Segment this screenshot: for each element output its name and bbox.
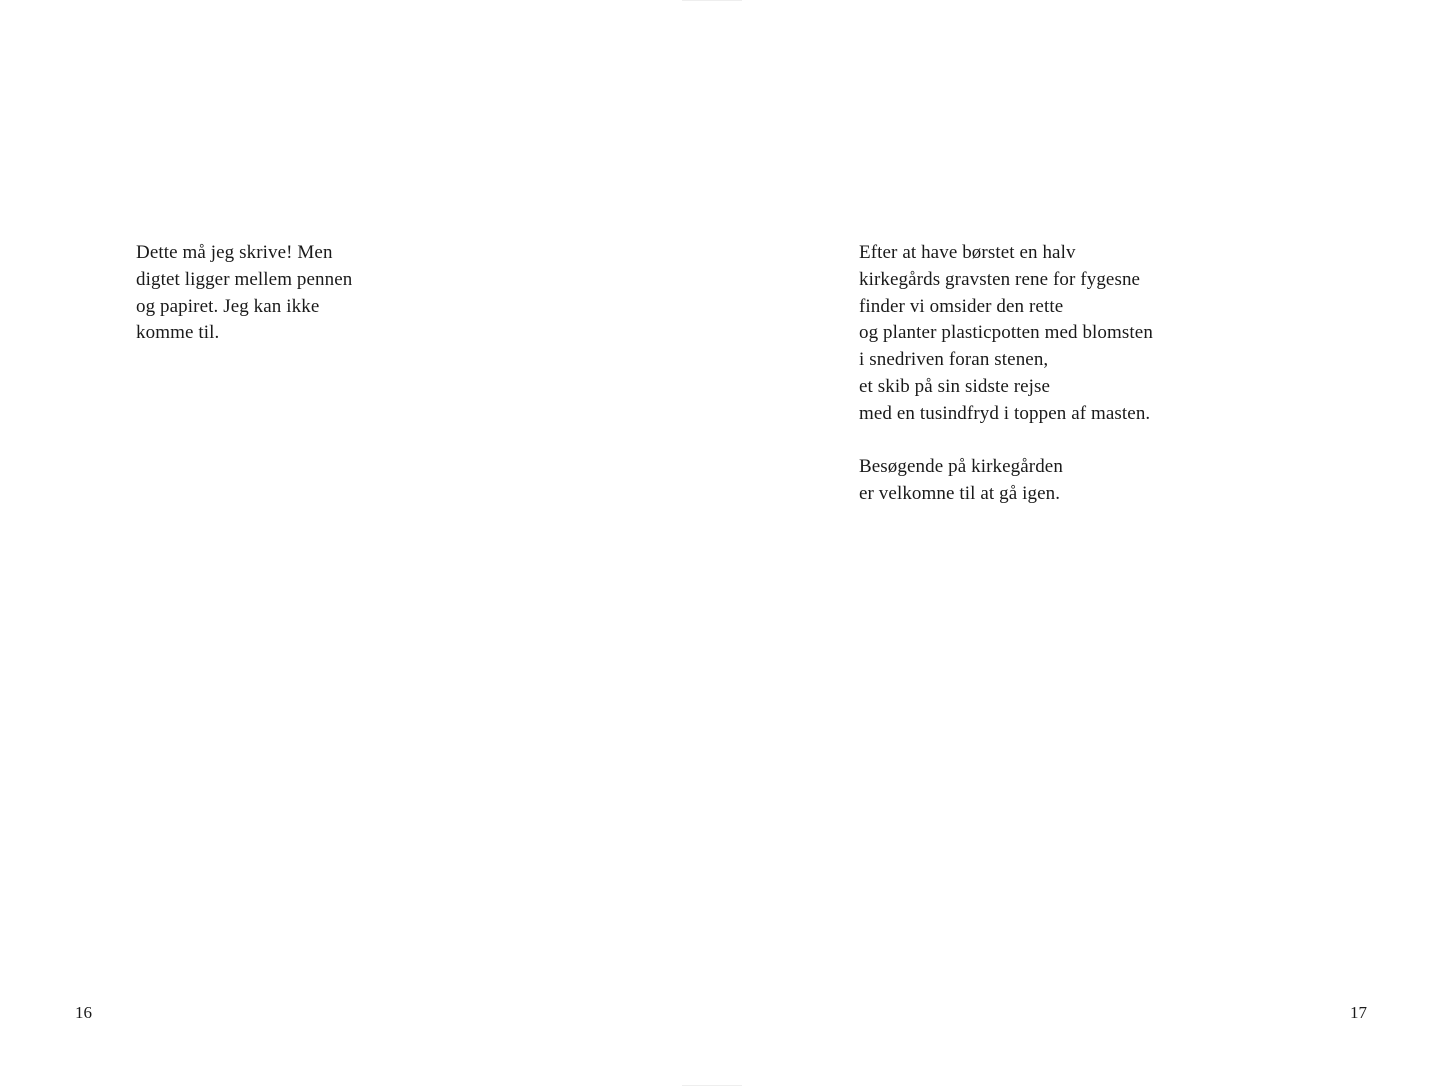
poem-line: digtet ligger mellem pennen [136, 268, 353, 290]
poem-line: kirkegårds gravsten rene for fygesne [859, 268, 1141, 290]
poem-line: komme til. [136, 322, 220, 344]
poem-stanza [859, 240, 1153, 428]
page-number-left: 16 [75, 1003, 92, 1022]
poem-line: med en tusindfryd i toppen af masten. [859, 402, 1151, 424]
poem-line: et skib på sin sidste rejse [859, 375, 1051, 397]
poem-line: finder vi omsider den rette [859, 295, 1064, 317]
page-number-right: 17 [1350, 1003, 1367, 1022]
poem-line: Besøgende på kirkegården [859, 456, 1063, 477]
poem-line: og planter plasticpotten med blomsten [859, 322, 1153, 344]
poem-stanza [136, 240, 352, 347]
left-page [0, 0, 722, 1087]
right-page [723, 0, 1445, 1087]
poem-line: og papiret. Jeg kan ikke [136, 295, 320, 317]
poem-line: i snedriven foran stenen, [859, 349, 1049, 371]
poem-line: Efter at have børstet en halv [859, 242, 1076, 263]
poem-line: Dette må jeg skrive! Men [136, 242, 333, 263]
poem-line: er velkomne til at gå igen. [859, 482, 1061, 504]
poem-stanza [859, 454, 1063, 508]
